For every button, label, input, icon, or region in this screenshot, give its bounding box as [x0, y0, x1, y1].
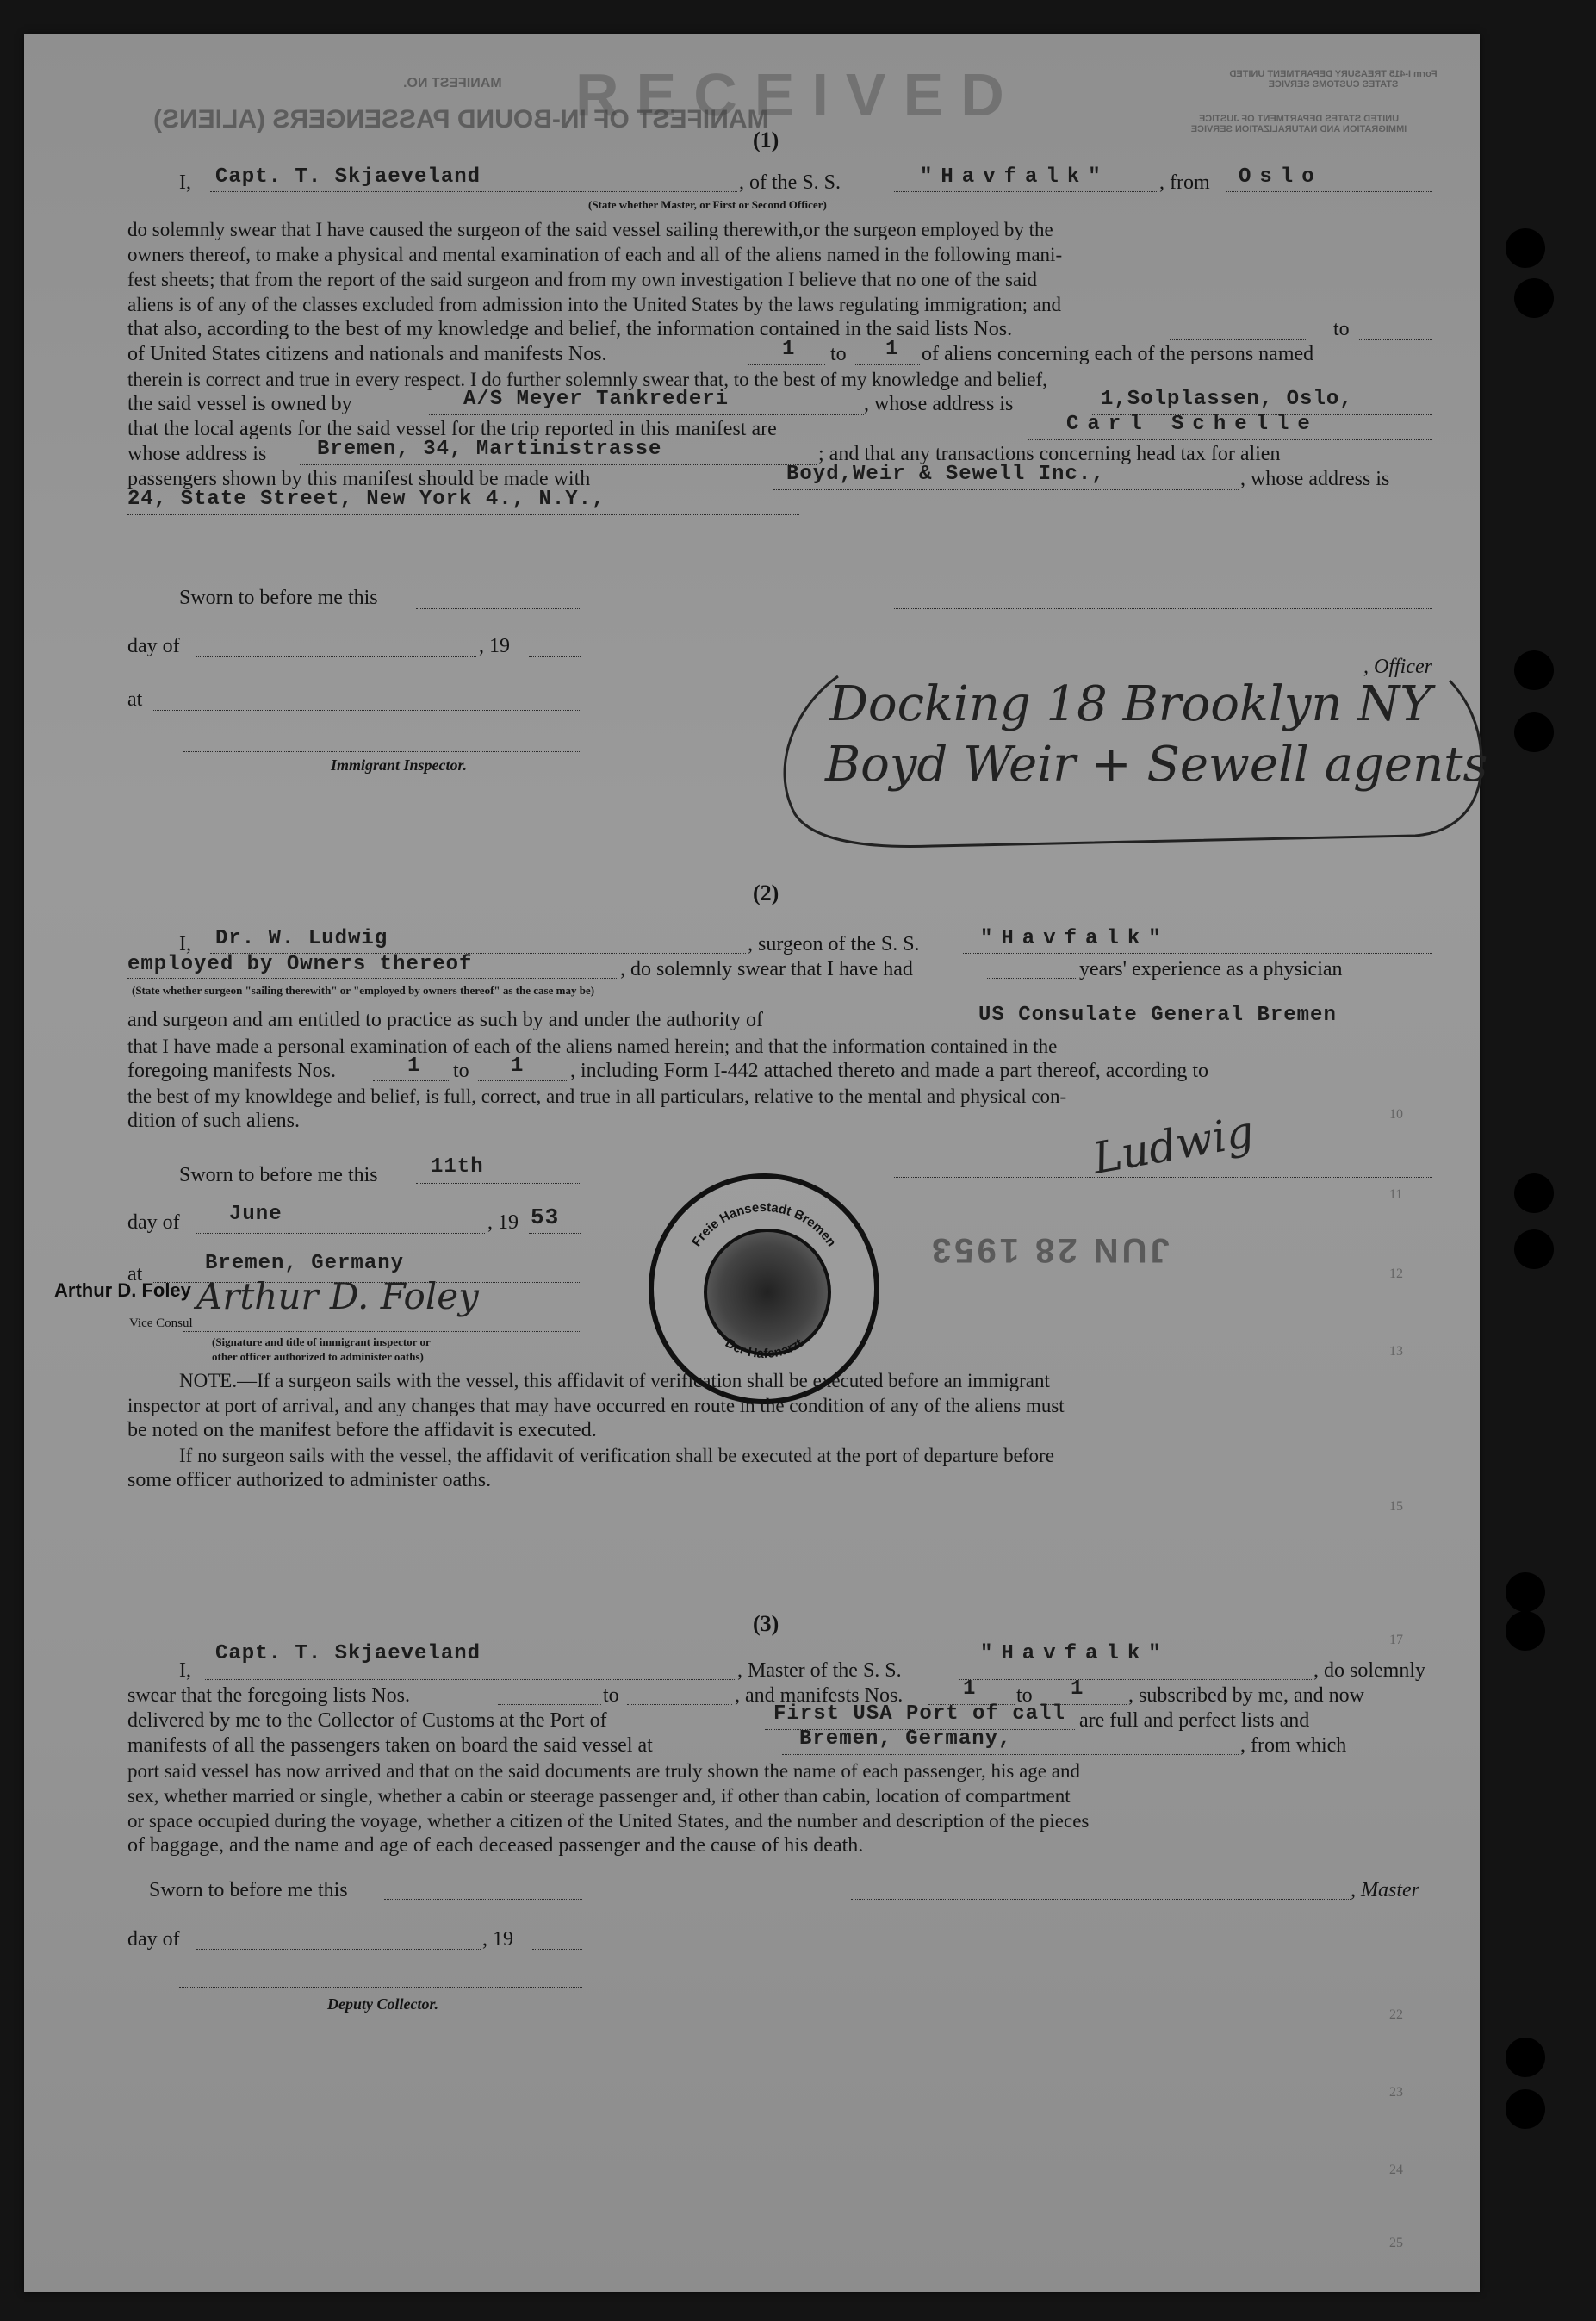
s3-master-caption: , Master — [1351, 1879, 1419, 1901]
s1-from-label: , from — [1159, 171, 1210, 194]
s2-surgeon-sig-line — [894, 1177, 1432, 1178]
s2-consul-sig-line — [183, 1331, 580, 1332]
s2-sworn-line — [416, 1183, 580, 1184]
manifest-no: MANIFEST NO. — [403, 76, 502, 90]
s1-agents: Carl Schelle — [1066, 413, 1319, 436]
s3-sworn-line — [384, 1899, 582, 1900]
s2-sworn-label: Sworn to before me this — [179, 1164, 378, 1186]
received-stamp: RECEIVED — [575, 61, 1022, 128]
s1-sworn-label: Sworn to before me this — [179, 587, 378, 609]
punch-hole — [1514, 1173, 1554, 1213]
s3-manifest-to: 1 — [1071, 1677, 1084, 1701]
margin-number: 10 — [1389, 1107, 1403, 1122]
s1-para-line-5: that also, according to the best of my knowledge and belief, the information contained in the said lists Nos. — [127, 318, 1013, 340]
s2-sig-caption-2: other officer authorized to administer oaths) — [212, 1350, 424, 1363]
s3-full-lists: are full and perfect lists and — [1079, 1709, 1310, 1732]
s3-from-which: , from which — [1240, 1734, 1347, 1757]
s1-sworn-line — [416, 608, 580, 609]
s1-day-of-label: day of — [127, 635, 180, 657]
margin-number: 22 — [1389, 2007, 1403, 2022]
section-1-number: (1) — [753, 128, 779, 152]
margin-number: 24 — [1389, 2162, 1403, 2177]
s1-agents-address-label: whose address is — [127, 443, 267, 465]
s2-consul-title: Vice Consul — [129, 1316, 193, 1330]
s2-year: 53 — [531, 1204, 560, 1230]
s3-embark-line — [782, 1754, 1239, 1755]
punch-hole — [1514, 278, 1554, 318]
punch-hole — [1506, 1611, 1545, 1651]
s3-day-of-line — [196, 1949, 481, 1950]
s2-para-line-4: dition of such aliens. — [127, 1110, 300, 1132]
s2-surgeon-of: , surgeon of the S. S. — [748, 933, 920, 955]
s2-note-line-2: inspector at port of arrival, and any changes that may have occurred en route in the condition of any of the aliens must — [127, 1395, 1065, 1416]
s3-para-line-4: of baggage, and the name and age of each deceased passenger and the cause of his death. — [127, 1834, 864, 1857]
s3-embark: Bremen, Germany, — [799, 1727, 1012, 1751]
s2-year-line — [529, 1233, 581, 1234]
punch-hole — [1506, 1572, 1545, 1612]
s1-owned-by-label: the said vessel is owned by — [127, 393, 352, 415]
s3-deputy-line — [179, 1987, 582, 1988]
s1-vessel-name: "Havfalk" — [920, 165, 1109, 189]
s2-para-line-3: the best of my knowldege and belief, is full, correct, and true in all particulars, relative to the mental and physical con- — [127, 1086, 1067, 1107]
s2-employed: employed by Owners thereof — [127, 953, 473, 976]
s1-para-line-3: fest sheets; that from the report of the said surgeon and from my own investigation I believe that no one of the said — [127, 269, 1038, 290]
s1-year-line — [529, 656, 581, 657]
s3-vessel: "Havfalk" — [980, 1642, 1170, 1665]
s1-lists-line-a — [1170, 339, 1307, 340]
s1-owner-line — [429, 414, 864, 415]
s3-i-label: I, — [179, 1659, 191, 1682]
s1-passengers-label: passengers shown by this manifest should be made with — [127, 468, 591, 490]
s2-employed-caption: (State whether surgeon "sailing therewith" or "employed by owners thereof" as the case may be) — [132, 984, 595, 997]
s1-para-line-1: do solemnly swear that I have caused the surgeon of the said vessel sailing therewith,or the surgeon employed by the — [127, 219, 1053, 240]
s3-master-of: , Master of the S. S. — [737, 1659, 902, 1682]
s1-whose-address: , whose address is — [1240, 468, 1390, 490]
s2-authority: US Consulate General Bremen — [978, 1004, 1337, 1027]
s1-agents-line — [1028, 439, 1432, 440]
punch-hole — [1506, 2038, 1545, 2077]
treasury-block: Form I-415 TREASURY DEPARTMENT UNITED STATES CUSTOMS SERVICE — [1229, 69, 1438, 90]
mirrored-title: MANIFEST OF IN-BOUND PASSENGERS (ALIENS) — [153, 105, 769, 134]
s1-i-label: I, — [179, 171, 191, 194]
margin-number: 11 — [1389, 1187, 1403, 1202]
s3-para-line-1: port said vessel has now arrived and that on the said documents are truly shown the name of each passenger, his age and — [127, 1760, 1080, 1782]
s1-manifest-to-label: to — [830, 343, 847, 365]
s2-employed-line — [127, 978, 618, 979]
s1-head-tax-text: ; and that any transactions concerning head tax for alien — [818, 443, 1281, 465]
svg-text:Freie Hansestadt Bremen — [689, 1200, 839, 1249]
punch-hole — [1514, 1229, 1554, 1269]
manifest-sheet — [24, 34, 1488, 2292]
svg-text:Der Hafenarzt — [723, 1335, 805, 1361]
doj-block: UNITED STATES DEPARTMENT OF JUSTICE IMMIGRATION AND NATURALIZATION SERVICE — [1190, 114, 1407, 134]
s1-day-of-line — [196, 656, 476, 657]
s1-agents-address: Bremen, 34, Martinistrasse — [317, 438, 662, 461]
s3-master-sig-line — [851, 1899, 1351, 1900]
s3-sworn-label: Sworn to before me this — [149, 1879, 348, 1901]
s3-manifests-nos: , and manifests Nos. — [735, 1684, 904, 1707]
s2-sig-caption-1: (Signature and title of immigrant inspector or — [212, 1335, 431, 1348]
s2-nos-from: 1 — [407, 1055, 421, 1078]
s1-year: , 19 — [479, 635, 510, 657]
s3-lists-from-line — [498, 1704, 601, 1705]
s2-years-line — [987, 978, 1077, 979]
s2-nos-to-label: to — [453, 1060, 469, 1082]
stamp-bottom-text: Der Hafenarzt — [722, 1335, 806, 1361]
s3-para-line-2: sex, whether married or single, whether a cabin or steerage passenger and, if other than cabin, location of compartment — [127, 1785, 1071, 1807]
s3-subscribed: , subscribed by me, and now — [1128, 1684, 1364, 1707]
s1-manifest-from: 1 — [782, 338, 796, 361]
punch-hole — [1506, 2089, 1545, 2129]
s1-port-line — [1226, 191, 1432, 192]
s2-note-line-1: NOTE.—If a surgeon sails with the vessel, this affidavit of verification shall be executed before an immigrant — [179, 1370, 1050, 1391]
s3-vessel-line — [959, 1679, 1312, 1680]
s1-master-name: Capt. T. Skjaeveland — [215, 165, 481, 189]
s3-para-line-3: or space occupied during the voyage, whether a citizen of the United States, and the number and description of the pieces — [127, 1810, 1090, 1832]
margin-number: 23 — [1389, 2085, 1403, 2100]
margin-number: 12 — [1389, 1266, 1403, 1281]
s2-authority-text: and surgeon and am entitled to practice as such by and under the authority of — [127, 1009, 763, 1031]
s1-para-line-6: of United States citizens and nationals and manifests Nos. — [127, 343, 607, 365]
s1-of-ss: , of the S. S. — [739, 171, 841, 194]
s1-agents-label: that the local agents for the said vessel for the trip reported in this manifest are — [127, 418, 777, 440]
s2-years-text: years' experience as a physician — [1079, 958, 1343, 980]
s1-officer-caption: , Officer — [1363, 656, 1432, 678]
s2-nos-from-line — [373, 1080, 450, 1081]
s2-consul-signature: Arthur D. Foley — [196, 1275, 479, 1317]
s1-aliens-text: of aliens concerning each of the persons named — [922, 343, 1314, 365]
s3-deputy-caption: Deputy Collector. — [327, 1995, 438, 2013]
s1-inspector-line — [183, 751, 580, 752]
s2-swear-text: , do solemnly swear that I have had — [620, 958, 913, 980]
margin-number: 15 — [1389, 1499, 1403, 1514]
s3-year-line — [532, 1949, 582, 1950]
s1-at-label: at — [127, 688, 143, 711]
s2-surgeon-name: Dr. W. Ludwig — [215, 927, 388, 950]
date-stamp: JUN 28 1953 — [928, 1231, 1170, 1269]
s3-name-line — [205, 1679, 735, 1680]
s3-swear-lists: swear that the foregoing lists Nos. — [127, 1684, 410, 1707]
margin-number: 17 — [1389, 1633, 1403, 1647]
s1-para-line-2: owners thereof, to make a physical and mental examination of each and all of the aliens named in the following mani- — [127, 244, 1063, 265]
s1-manifest-to-line — [855, 364, 920, 365]
s1-at-line — [153, 710, 580, 711]
s2-note-line-4: If no surgeon sails with the vessel, the affidavit of verification shall be executed at the port of departure before — [179, 1445, 1054, 1466]
punch-hole — [1514, 712, 1554, 752]
s2-vessel: "Havfalk" — [980, 927, 1170, 950]
s3-manifest-from: 1 — [963, 1677, 977, 1701]
section-2-number: (2) — [753, 880, 779, 905]
s1-manifest-to: 1 — [885, 338, 899, 361]
s1-from-port: Oslo — [1239, 165, 1323, 189]
s2-consul-name: Arthur D. Foley — [54, 1279, 191, 1301]
stamp-top-text: Freie Hansestadt Bremen — [689, 1199, 839, 1250]
s3-day-of-label: day of — [127, 1928, 180, 1951]
s2-surgeon-signature: Ludwig — [1089, 1106, 1258, 1184]
stamp-text-ring — [654, 1179, 874, 1399]
s2-year-prefix: , 19 — [487, 1211, 519, 1234]
margin-number: 13 — [1389, 1344, 1403, 1359]
s1-agents-address-line — [300, 464, 817, 465]
s2-sworn-day: 11th — [431, 1155, 484, 1179]
s2-nos-to-line — [478, 1080, 568, 1081]
s3-do-solemnly: , do solemnly — [1313, 1659, 1425, 1682]
s1-head-tax-address: 24, State Street, New York 4., N.Y., — [127, 488, 605, 511]
s3-lists-to-label: to — [603, 1684, 619, 1707]
s3-year: , 19 — [482, 1928, 513, 1951]
s3-lists-to-line — [627, 1704, 732, 1705]
s2-nos-to: 1 — [511, 1055, 525, 1078]
margin-number: 25 — [1389, 2236, 1403, 2250]
s3-master-name: Capt. T. Skjaeveland — [215, 1642, 481, 1665]
s2-at-label: at — [127, 1263, 143, 1285]
s2-note-line-3: be noted on the manifest before the affidavit is executed. — [127, 1419, 597, 1441]
s2-para-line-1: that I have made a personal examination of each of the aliens named herein; and that the information contained in the — [127, 1036, 1058, 1057]
s2-day-of-label: day of — [127, 1211, 180, 1234]
s2-form-text: , including Form I-442 attached thereto and made a part thereof, according to — [570, 1060, 1209, 1082]
s1-head-tax-address-line — [127, 514, 799, 515]
s1-lists-to: to — [1333, 318, 1350, 340]
handwritten-note-line-1: Docking 18 Brooklyn NY — [829, 676, 1432, 732]
s3-manifest-to-label: to — [1016, 1684, 1033, 1707]
s1-para-line-7: therein is correct and true in every respect. I do further solemnly swear that, to the best of my knowledge and belief, — [127, 369, 1047, 390]
s2-note-line-5: some officer authorized to administer oaths. — [127, 1469, 492, 1491]
s1-name-caption: (State whether Master, or First or Second Officer) — [588, 198, 827, 211]
s3-delivered: delivered by me to the Collector of Customs at the Port of — [127, 1709, 607, 1732]
s2-vessel-line — [963, 953, 1432, 954]
s1-manifest-from-line — [748, 364, 825, 365]
s1-owner: A/S Meyer Tankrederi — [463, 388, 730, 411]
section-3-number: (3) — [753, 1611, 779, 1636]
s2-day-of-line — [196, 1233, 485, 1234]
s2-para-line-2: foregoing manifests Nos. — [127, 1060, 336, 1082]
s1-head-tax-agent: Boyd,Weir & Sewell Inc., — [786, 463, 1105, 486]
s3-manifests-line: manifests of all the passengers taken on board the said vessel at — [127, 1734, 653, 1757]
s2-place: Bremen, Germany — [205, 1252, 405, 1275]
s1-para-line-4: aliens is of any of the classes excluded from admission into the United States by the laws regulating immigration; and — [127, 294, 1061, 315]
s1-head-tax-agent-line — [773, 489, 1239, 490]
s1-owner-address: 1,Solplassen, Oslo, — [1101, 388, 1353, 411]
s1-lists-line-b — [1359, 339, 1432, 340]
s1-owner-address-label: , whose address is — [864, 393, 1014, 415]
s1-officer-sig-line — [894, 608, 1432, 609]
s1-vessel-line — [894, 191, 1157, 192]
s1-name-line — [210, 191, 737, 192]
s1-inspector-caption: Immigrant Inspector. — [331, 756, 468, 774]
punch-hole — [1506, 228, 1545, 268]
handwritten-note-line-2: Boyd Weir + Sewell agents — [825, 737, 1488, 793]
punch-hole — [1514, 650, 1554, 690]
s2-i-label: I, — [179, 933, 191, 955]
s2-sworn-month: June — [229, 1203, 283, 1226]
s3-port: First USA Port of call — [773, 1702, 1065, 1726]
